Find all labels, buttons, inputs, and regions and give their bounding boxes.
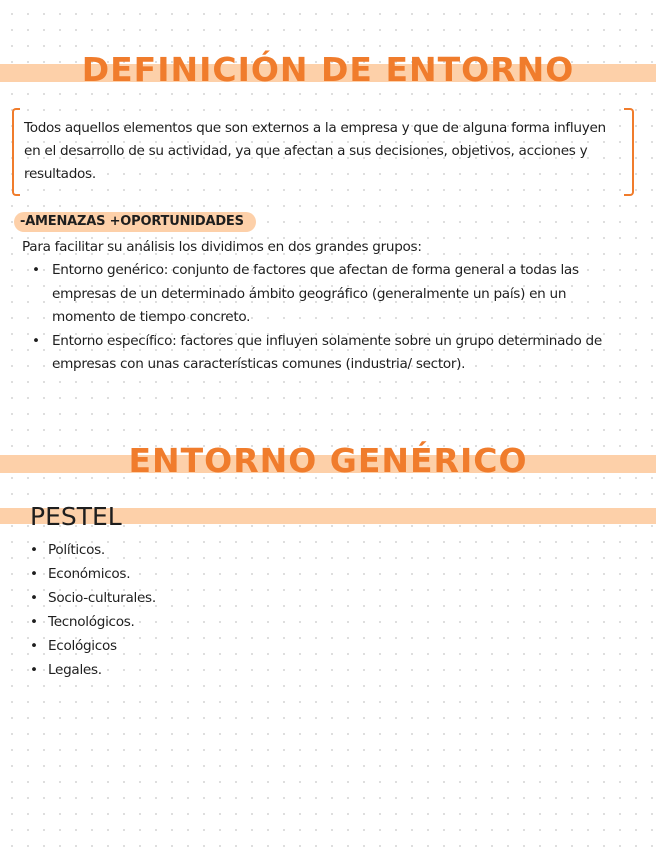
bullet-icon: • (30, 542, 38, 558)
list-item-text: Políticos. (48, 542, 105, 558)
list-item (22, 586, 156, 610)
list-item (22, 538, 156, 562)
environment-types-list (22, 259, 632, 377)
list-item (22, 259, 632, 330)
right-bracket (624, 108, 634, 196)
list-item-text: Legales. (48, 662, 102, 678)
pestel-list (22, 538, 156, 682)
list-item (22, 330, 632, 377)
list-item-text: Tecnológicos. (48, 614, 135, 630)
left-bracket (12, 108, 20, 196)
bullet-icon: • (32, 262, 40, 278)
section-title-text: ENTORNO GENÉRICO (128, 441, 528, 480)
list-item (22, 658, 156, 682)
list-item (22, 634, 156, 658)
list-item-text: Entorno específico: factores que influyen solamente sobre un grupo determinado de empresas con unas características comunes (industria/ sector). (52, 332, 602, 372)
list-item-text: Socio-culturales. (48, 590, 156, 606)
threats-opportunities-tag: -AMENAZAS +OPORTUNIDADES (14, 212, 256, 232)
definition-text: Todos aquellos elementos que son externos a la empresa y que de alguna forma influyen en el desarrollo de su actividad, ya que afectan a sus decisiones, objetivos, acciones y resultados. (24, 120, 606, 182)
bullet-icon: • (30, 662, 38, 678)
bullet-icon: • (30, 566, 38, 582)
bullet-icon: • (30, 638, 38, 654)
bullet-icon: • (30, 614, 38, 630)
page-title (0, 50, 656, 89)
bullet-icon: • (30, 590, 38, 606)
bullet-icon: • (32, 332, 40, 349)
list-item (22, 562, 156, 586)
list-item-text: Entorno genérico: conjunto de factores que afectan de forma general a todas las empresas de un determinado ámbito geográfico (generalmente un país) en un momento de tiempo concreto. (52, 262, 579, 325)
list-item (22, 610, 156, 634)
section-title (0, 441, 656, 480)
list-item-text: Ecológicos (48, 638, 117, 654)
intro-text: Para facilitar su análisis los dividimos en dos grandes grupos: (22, 239, 422, 255)
list-item-text: Económicos. (48, 566, 131, 582)
pestel-heading: PESTEL (30, 502, 122, 531)
page-title-text: DEFINICIÓN DE ENTORNO (81, 50, 575, 89)
